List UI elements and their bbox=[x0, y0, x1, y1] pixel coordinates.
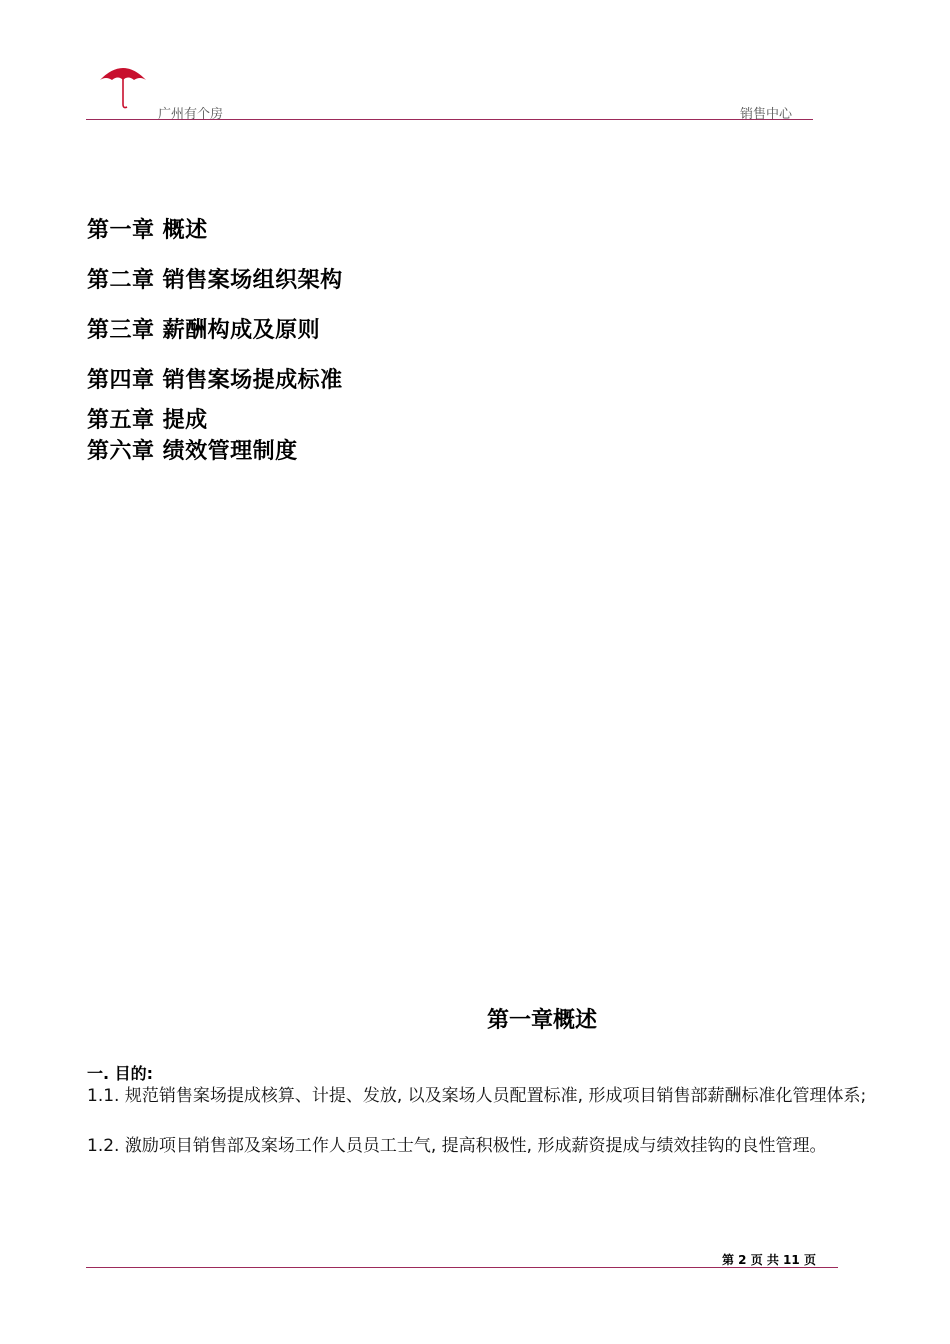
toc-item-chapter-2: 第二章 销售案场组织架构 bbox=[87, 268, 343, 293]
header-company: 广州有个房 bbox=[158, 107, 224, 122]
header-divider bbox=[86, 119, 813, 120]
page-indicator: 第 2 页 共 11 页 bbox=[722, 1253, 816, 1267]
toc-item-chapter-1: 第一章 概述 bbox=[87, 218, 208, 243]
footer-divider bbox=[86, 1267, 838, 1268]
toc-item-chapter-4: 第四章 销售案场提成标准 bbox=[87, 368, 343, 393]
toc-item-chapter-5: 第五章 提成 bbox=[87, 408, 208, 433]
section-heading: 一. 目的: bbox=[87, 1064, 154, 1083]
chapter-title: 第一章概述 bbox=[487, 1008, 598, 1033]
paragraph-1-1: 1.1. 规范销售案场提成核算、计提、发放, 以及案场人员配置标准, 形成项目销售部薪酬标准化管理体系; bbox=[87, 1086, 867, 1106]
umbrella-logo-icon bbox=[98, 62, 148, 112]
toc-item-chapter-3: 第三章 薪酬构成及原则 bbox=[87, 318, 321, 343]
toc-item-chapter-6: 第六章 绩效管理制度 bbox=[87, 439, 298, 464]
header-department: 销售中心 bbox=[740, 107, 793, 122]
paragraph-1-2: 1.2. 激励项目销售部及案场工作人员员工士气, 提高积极性, 形成薪资提成与绩效挂钩的良性管理。 bbox=[87, 1136, 827, 1156]
